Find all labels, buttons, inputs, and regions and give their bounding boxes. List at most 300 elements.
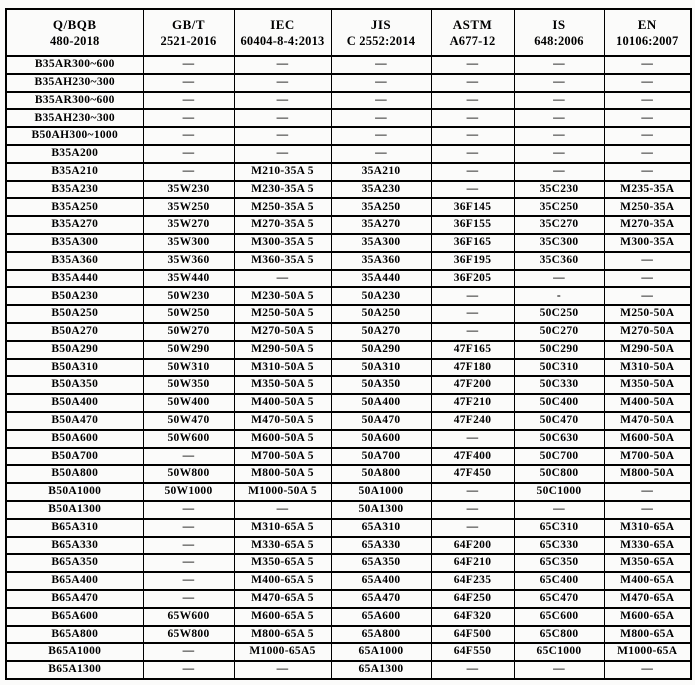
table-cell: 65C330: [514, 537, 604, 555]
table-cell: —: [431, 519, 514, 537]
table-cell: M350-50A: [604, 376, 691, 394]
table-cell: —: [604, 145, 691, 163]
table-cell: 36F145: [431, 198, 514, 216]
table-cell: —: [604, 92, 691, 110]
table-cell: B50A600: [6, 430, 143, 448]
table-cell: B65A330: [6, 537, 143, 555]
table-cell: 36F195: [431, 252, 514, 270]
table-cell: —: [514, 163, 604, 181]
table-row: [6, 234, 691, 252]
table-cell: M1000-65A5: [234, 643, 331, 661]
table-cell: 65W800: [143, 626, 234, 644]
table-cell: B35A360: [6, 252, 143, 270]
table-cell: M300-35A: [604, 234, 691, 252]
table-cell: M330-65A 5: [234, 537, 331, 555]
table-cell: B50A800: [6, 465, 143, 483]
table-cell: 50W270: [143, 323, 234, 341]
table-cell: —: [431, 163, 514, 181]
table-row: [6, 626, 691, 644]
table-row: [6, 181, 691, 199]
table-cell: 50A310: [331, 359, 431, 377]
table-cell: B65A600: [6, 608, 143, 626]
table-row: [6, 109, 691, 127]
table-cell: 35C360: [514, 252, 604, 270]
table-cell: 65A1300: [331, 661, 431, 679]
table-row: [6, 483, 691, 501]
table-cell: —: [431, 323, 514, 341]
table-cell: 50A270: [331, 323, 431, 341]
table-cell: —: [431, 145, 514, 163]
table-row: [6, 127, 691, 145]
table-cell: —: [331, 56, 431, 74]
table-cell: 36F205: [431, 270, 514, 288]
table-cell: M235-35A: [604, 181, 691, 199]
table-row: [6, 323, 691, 341]
table-cell: 50A800: [331, 465, 431, 483]
table-cell: —: [604, 501, 691, 519]
table-cell: 65C1000: [514, 643, 604, 661]
table-cell: B65A400: [6, 572, 143, 590]
table-cell: 50C290: [514, 341, 604, 359]
table-row: [6, 661, 691, 679]
column-header-line2: 648:2006: [534, 34, 584, 49]
table-cell: M470-50A: [604, 412, 691, 430]
table-cell: 50C1000: [514, 483, 604, 501]
table-cell: 35A300: [331, 234, 431, 252]
table-cell: B65A350: [6, 554, 143, 572]
table-cell: 65A350: [331, 554, 431, 572]
table-cell: M210-35A 5: [234, 163, 331, 181]
table-cell: —: [514, 145, 604, 163]
table-cell: 65C800: [514, 626, 604, 644]
table-cell: M310-65A 5: [234, 519, 331, 537]
column-header-line2: 2521-2016: [160, 34, 217, 49]
table-cell: 35W250: [143, 198, 234, 216]
table-cell: B35A300: [6, 234, 143, 252]
table-cell: —: [431, 74, 514, 92]
table-cell: 65A330: [331, 537, 431, 555]
table-cell: —: [234, 56, 331, 74]
table-cell: 65C470: [514, 590, 604, 608]
table-cell: 47F240: [431, 412, 514, 430]
column-header-line1: EN: [637, 16, 657, 32]
table-cell: —: [604, 252, 691, 270]
table-cell: B65A1000: [6, 643, 143, 661]
column-header-line1: Q/BQB: [52, 16, 97, 32]
table-cell: 50A1300: [331, 501, 431, 519]
table-cell: 35A230: [331, 181, 431, 199]
steel-grade-equivalence-table: [5, 8, 692, 680]
table-cell: —: [431, 181, 514, 199]
table-cell: M800-50A 5: [234, 465, 331, 483]
table-cell: B50A1000: [6, 483, 143, 501]
table-row: [6, 465, 691, 483]
table-cell: 50W400: [143, 394, 234, 412]
column-header-line1: IS: [552, 16, 566, 32]
table-cell: —: [331, 74, 431, 92]
table-cell: M800-65A: [604, 626, 691, 644]
table-cell: —: [331, 145, 431, 163]
table-cell: 50A600: [331, 430, 431, 448]
table-cell: 50W290: [143, 341, 234, 359]
table-cell: —: [331, 92, 431, 110]
table-cell: 35C300: [514, 234, 604, 252]
table-cell: 50C250: [514, 305, 604, 323]
table-cell: B50A400: [6, 394, 143, 412]
table-cell: 36F165: [431, 234, 514, 252]
table-cell: 50A290: [331, 341, 431, 359]
table-cell: —: [143, 643, 234, 661]
column-header-astm: [431, 9, 514, 56]
table-cell: 47F210: [431, 394, 514, 412]
table-cell: 50A350: [331, 376, 431, 394]
table-row: [6, 519, 691, 537]
table-cell: 35W440: [143, 270, 234, 288]
table-cell: 64F235: [431, 572, 514, 590]
table-cell: 35W360: [143, 252, 234, 270]
table-cell: 64F550: [431, 643, 514, 661]
table-cell: M600-50A 5: [234, 430, 331, 448]
table-cell: —: [143, 109, 234, 127]
table-cell: 50A250: [331, 305, 431, 323]
table-cell: —: [604, 127, 691, 145]
table-cell: M310-65A: [604, 519, 691, 537]
table-cell: M300-35A 5: [234, 234, 331, 252]
table-cell: M270-50A 5: [234, 323, 331, 341]
table-cell: —: [431, 92, 514, 110]
table-cell: M310-50A 5: [234, 359, 331, 377]
column-header-line2: 60404-8-4:2013: [240, 34, 325, 49]
table-cell: —: [514, 109, 604, 127]
table-cell: M470-65A 5: [234, 590, 331, 608]
table-cell: B35A440: [6, 270, 143, 288]
table-cell: M600-65A 5: [234, 608, 331, 626]
table-cell: M250-50A: [604, 305, 691, 323]
column-header-line2: 480-2018: [49, 34, 100, 49]
column-header-line1: ASTM: [452, 16, 493, 32]
table-cell: B50A250: [6, 305, 143, 323]
table-cell: —: [604, 270, 691, 288]
table-cell: 35A210: [331, 163, 431, 181]
table-cell: M400-65A 5: [234, 572, 331, 590]
table-row: [6, 305, 691, 323]
table-cell: 64F250: [431, 590, 514, 608]
table-cell: M270-50A: [604, 323, 691, 341]
table-row: [6, 163, 691, 181]
table-header: [6, 9, 691, 56]
table-cell: 50W600: [143, 430, 234, 448]
table-cell: B35A270: [6, 216, 143, 234]
table-cell: 35W230: [143, 181, 234, 199]
table-cell: 35A250: [331, 198, 431, 216]
table-row: [6, 252, 691, 270]
table-cell: —: [514, 127, 604, 145]
column-header-line1: IEC: [270, 16, 295, 32]
table-cell: —: [234, 501, 331, 519]
table-cell: 50C400: [514, 394, 604, 412]
table-cell: 50C470: [514, 412, 604, 430]
table-cell: —: [143, 74, 234, 92]
table-cell: 65A470: [331, 590, 431, 608]
table-cell: 50W350: [143, 376, 234, 394]
table-cell: M250-35A: [604, 198, 691, 216]
table-cell: M470-65A: [604, 590, 691, 608]
table-cell: —: [143, 519, 234, 537]
table-row: [6, 572, 691, 590]
table-cell: 65C600: [514, 608, 604, 626]
table-row: [6, 145, 691, 163]
table-cell: B65A310: [6, 519, 143, 537]
table-cell: —: [514, 270, 604, 288]
table-cell: —: [234, 661, 331, 679]
table-cell: M350-65A 5: [234, 554, 331, 572]
table-row: [6, 376, 691, 394]
table-row: [6, 448, 691, 466]
table-row: [6, 501, 691, 519]
table-cell: B65A470: [6, 590, 143, 608]
table-cell: 50A700: [331, 448, 431, 466]
table-cell: B35AR300~600: [6, 56, 143, 74]
table-row: [6, 537, 691, 555]
table-cell: 65A400: [331, 572, 431, 590]
table-cell: —: [143, 501, 234, 519]
table-row: [6, 590, 691, 608]
table-cell: -: [514, 287, 604, 305]
table-cell: —: [604, 661, 691, 679]
table-row: [6, 216, 691, 234]
table-body: [6, 56, 691, 679]
table-cell: —: [514, 74, 604, 92]
table-cell: 50A400: [331, 394, 431, 412]
table-cell: 50C310: [514, 359, 604, 377]
column-header-line1: GB/T: [171, 16, 206, 32]
table-row: [6, 198, 691, 216]
table-cell: 65A800: [331, 626, 431, 644]
column-header-qbqb: [6, 9, 143, 56]
table-cell: —: [234, 145, 331, 163]
table-cell: M700-50A: [604, 448, 691, 466]
table-row: [6, 554, 691, 572]
table-cell: B35A200: [6, 145, 143, 163]
table-cell: 65C310: [514, 519, 604, 537]
table-cell: —: [431, 109, 514, 127]
table-cell: 50C800: [514, 465, 604, 483]
table-cell: B35AH230~300: [6, 109, 143, 127]
table-row: [6, 412, 691, 430]
table-cell: 64F200: [431, 537, 514, 555]
table-cell: 47F200: [431, 376, 514, 394]
table-cell: B50A350: [6, 376, 143, 394]
table-cell: 50W230: [143, 287, 234, 305]
table-cell: M600-65A: [604, 608, 691, 626]
table-cell: 64F500: [431, 626, 514, 644]
table-cell: —: [143, 554, 234, 572]
table-cell: 65A600: [331, 608, 431, 626]
table-cell: —: [234, 270, 331, 288]
table-cell: 50C330: [514, 376, 604, 394]
table-cell: B65A800: [6, 626, 143, 644]
table-cell: M290-50A: [604, 341, 691, 359]
table-cell: —: [234, 109, 331, 127]
table-cell: —: [143, 537, 234, 555]
table-cell: M350-50A 5: [234, 376, 331, 394]
table-cell: 50C270: [514, 323, 604, 341]
column-header-is: [514, 9, 604, 56]
table-cell: 50A470: [331, 412, 431, 430]
table-row: [6, 430, 691, 448]
table-cell: 35C270: [514, 216, 604, 234]
table-cell: M270-35A 5: [234, 216, 331, 234]
column-header-line2: 10106:2007: [616, 34, 679, 49]
table-cell: M800-65A 5: [234, 626, 331, 644]
table-cell: —: [143, 92, 234, 110]
table-cell: 65W600: [143, 608, 234, 626]
table-cell: —: [604, 163, 691, 181]
table-cell: 35A360: [331, 252, 431, 270]
column-header-gbt: [143, 9, 234, 56]
table-cell: 47F165: [431, 341, 514, 359]
table-cell: 50W250: [143, 305, 234, 323]
table-cell: M330-65A: [604, 537, 691, 555]
table-cell: —: [331, 127, 431, 145]
table-cell: —: [143, 448, 234, 466]
table-cell: 35C250: [514, 198, 604, 216]
table-cell: B65A1300: [6, 661, 143, 679]
table-cell: M400-50A: [604, 394, 691, 412]
table-row: [6, 608, 691, 626]
table-cell: 50W800: [143, 465, 234, 483]
table-cell: —: [234, 74, 331, 92]
table-cell: —: [431, 661, 514, 679]
table-cell: B50A290: [6, 341, 143, 359]
table-cell: —: [143, 590, 234, 608]
table-row: [6, 56, 691, 74]
table-row: [6, 270, 691, 288]
table-cell: M250-35A 5: [234, 198, 331, 216]
table-cell: 65C400: [514, 572, 604, 590]
table-row: [6, 394, 691, 412]
table-cell: —: [431, 56, 514, 74]
table-cell: 50A1000: [331, 483, 431, 501]
table-cell: B50A230: [6, 287, 143, 305]
column-header-en: [604, 9, 691, 56]
table-cell: —: [331, 109, 431, 127]
table-cell: M600-50A: [604, 430, 691, 448]
table-cell: —: [143, 127, 234, 145]
table-cell: 50W1000: [143, 483, 234, 501]
table-cell: 65C350: [514, 554, 604, 572]
table-cell: 47F180: [431, 359, 514, 377]
table-cell: 65A310: [331, 519, 431, 537]
table-cell: M470-50A 5: [234, 412, 331, 430]
table-cell: 47F400: [431, 448, 514, 466]
table-cell: M360-35A 5: [234, 252, 331, 270]
cropped-caption-fragment: [340, 0, 386, 6]
table-row: [6, 341, 691, 359]
table-cell: 35C230: [514, 181, 604, 199]
table-cell: M250-50A 5: [234, 305, 331, 323]
table-cell: 35W300: [143, 234, 234, 252]
column-header-line2: C 2552:2014: [346, 34, 416, 49]
table-cell: —: [604, 287, 691, 305]
table-cell: B50A310: [6, 359, 143, 377]
table-cell: —: [143, 661, 234, 679]
table-cell: M350-65A: [604, 554, 691, 572]
table-cell: 50A230: [331, 287, 431, 305]
table-row: [6, 643, 691, 661]
table-cell: —: [431, 305, 514, 323]
table-cell: —: [143, 145, 234, 163]
header-row: [6, 9, 691, 56]
table-cell: —: [234, 127, 331, 145]
table-cell: —: [143, 572, 234, 590]
table-cell: 47F450: [431, 465, 514, 483]
table-cell: —: [431, 127, 514, 145]
table-row: [6, 74, 691, 92]
table-cell: B35AR300~600: [6, 92, 143, 110]
table-cell: B50A1300: [6, 501, 143, 519]
table-cell: 64F320: [431, 608, 514, 626]
table-cell: B50AH300~1000: [6, 127, 143, 145]
table-cell: B50A270: [6, 323, 143, 341]
table-cell: 36F155: [431, 216, 514, 234]
table-cell: M230-35A 5: [234, 181, 331, 199]
column-header-jis: [331, 9, 431, 56]
table-cell: B35AH230~300: [6, 74, 143, 92]
table-cell: M700-50A 5: [234, 448, 331, 466]
table-cell: —: [431, 483, 514, 501]
table-cell: —: [514, 661, 604, 679]
table-cell: —: [514, 92, 604, 110]
table-row: [6, 287, 691, 305]
column-header-line1: JIS: [370, 16, 392, 32]
table-cell: B35A230: [6, 181, 143, 199]
table-cell: M230-50A 5: [234, 287, 331, 305]
table-row: [6, 359, 691, 377]
table-cell: 50C700: [514, 448, 604, 466]
table-cell: 64F210: [431, 554, 514, 572]
table-cell: M1000-65A: [604, 643, 691, 661]
table-cell: —: [234, 92, 331, 110]
table-cell: —: [604, 74, 691, 92]
table-cell: M400-65A: [604, 572, 691, 590]
table-cell: 50C630: [514, 430, 604, 448]
table-cell: —: [604, 56, 691, 74]
table-cell: M800-50A: [604, 465, 691, 483]
table-cell: 50W470: [143, 412, 234, 430]
table-cell: 35W270: [143, 216, 234, 234]
table-cell: M400-50A 5: [234, 394, 331, 412]
table-cell: 35A270: [331, 216, 431, 234]
table-cell: —: [514, 501, 604, 519]
table-row: [6, 92, 691, 110]
table-cell: —: [143, 163, 234, 181]
table-cell: B35A210: [6, 163, 143, 181]
table-cell: M310-50A: [604, 359, 691, 377]
table-cell: —: [431, 501, 514, 519]
table-cell: M290-50A 5: [234, 341, 331, 359]
table-cell: 50W310: [143, 359, 234, 377]
table-cell: 35A440: [331, 270, 431, 288]
column-header-iec: [234, 9, 331, 56]
table-cell: —: [431, 430, 514, 448]
table-cell: B50A700: [6, 448, 143, 466]
table-cell: —: [514, 56, 604, 74]
column-header-line2: A677-12: [449, 34, 496, 49]
table-cell: B35A250: [6, 198, 143, 216]
table-cell: —: [431, 287, 514, 305]
table-cell: —: [604, 483, 691, 501]
